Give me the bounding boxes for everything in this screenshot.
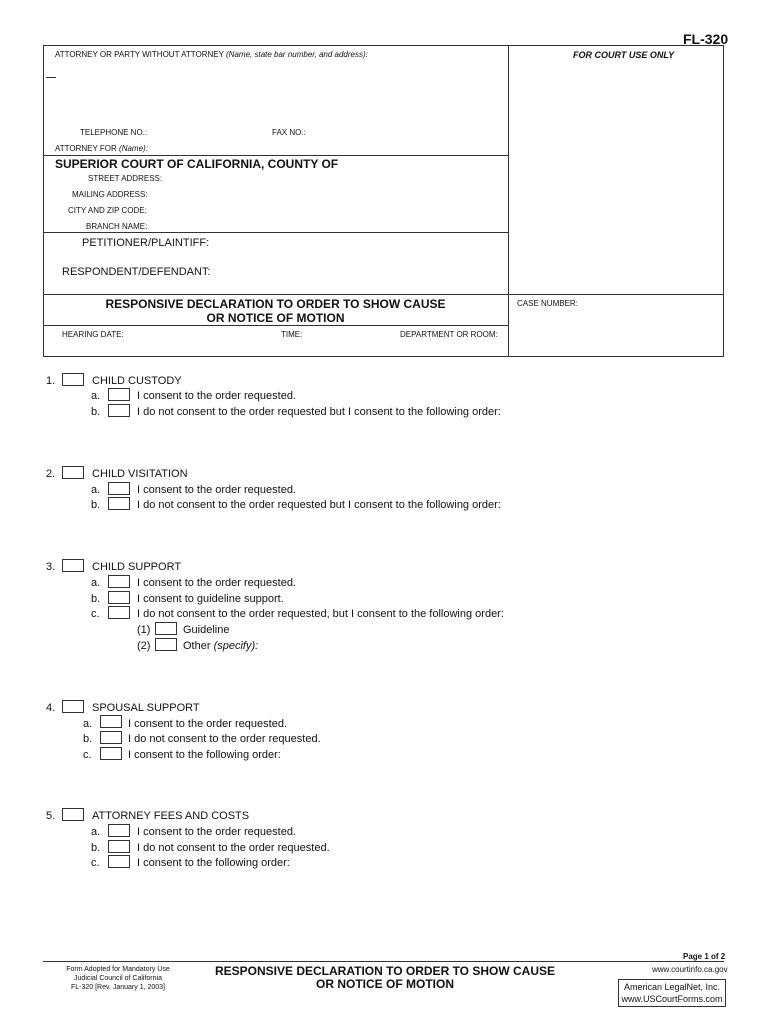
section-1-number: 1. [46, 375, 56, 387]
footer-title-line2: OR NOTICE OF MOTION [316, 977, 454, 991]
section-3c2-number: (2) [137, 640, 151, 652]
hearing-date-label: HEARING DATE: [62, 330, 124, 339]
attorney-for-field[interactable] [118, 141, 498, 154]
section-2-response-area[interactable] [92, 515, 722, 557]
section-5c-checkbox[interactable] [108, 855, 130, 868]
section-4a-text: I consent to the order requested. [128, 718, 287, 730]
section-5-response-area[interactable] [92, 873, 722, 943]
section-1b-checkbox[interactable] [108, 404, 130, 417]
section-2b-letter: b. [91, 499, 101, 511]
section-4c-text: I consent to the following order: [128, 749, 281, 761]
hearing-date-field[interactable] [125, 328, 275, 341]
section-5a-checkbox[interactable] [108, 824, 130, 837]
section-4c-checkbox[interactable] [100, 747, 122, 760]
section-3c-text: I do not consent to the order requested, but I consent to the following order: [137, 608, 504, 620]
city-zip-field[interactable] [148, 203, 498, 216]
section-3c1-checkbox[interactable] [155, 622, 177, 635]
section-3a-text: I consent to the order requested. [137, 577, 296, 589]
attorney-label: ATTORNEY OR PARTY WITHOUT ATTORNEY (Name, state bar number, and address): [55, 50, 368, 59]
section-2b-text: I do not consent to the order requested but I consent to the following order: [137, 499, 501, 511]
section-3c1-text: Guideline [183, 624, 230, 636]
section-1a-text: I consent to the order requested. [137, 390, 296, 402]
section-5c-letter: c. [91, 857, 100, 869]
form-adoption-note: Form Adopted for Mandatory Use Judicial Council of California FL-320 [Rev. January 1, 2003] [66, 966, 170, 991]
document-title-line1: RESPONSIVE DECLARATION TO ORDER TO SHOW CAUSE [105, 297, 446, 311]
petitioner-label: PETITIONER/PLAINTIFF: [82, 237, 210, 249]
section-3a-letter: a. [91, 577, 101, 589]
section-3-title: CHILD SUPPORT [92, 561, 182, 573]
street-address-label: STREET ADDRESS: [88, 174, 163, 183]
fax-label: FAX NO.: [272, 128, 306, 137]
department-label: DEPARTMENT OR ROOM: [400, 330, 498, 339]
mailing-address-field[interactable] [148, 187, 498, 200]
section-2a-letter: a. [91, 484, 101, 496]
case-number-label: CASE NUMBER: [517, 299, 578, 308]
time-field[interactable] [305, 328, 395, 341]
section-5b-letter: b. [91, 842, 101, 854]
respondent-label: RESPONDENT/DEFENDANT: [62, 266, 211, 278]
page-number: Page 1 of 2 [683, 952, 726, 961]
section-4c-letter: c. [83, 749, 92, 761]
section-1a-letter: a. [91, 390, 101, 402]
section-3b-checkbox[interactable] [108, 591, 130, 604]
section-5-checkbox[interactable] [62, 808, 84, 821]
attorney-name-field[interactable] [56, 62, 496, 122]
section-3c-checkbox[interactable] [108, 606, 130, 619]
section-5c-text: I consent to the following order: [137, 857, 290, 869]
section-2-checkbox[interactable] [62, 466, 84, 479]
branch-name-label: BRANCH NAME: [86, 222, 148, 231]
section-1-title: CHILD CUSTODY [92, 375, 182, 387]
section-2b-checkbox[interactable] [108, 497, 130, 510]
section-3-number: 3. [46, 561, 56, 573]
section-1-checkbox[interactable] [62, 373, 84, 386]
telephone-field[interactable] [148, 125, 263, 138]
publisher-website[interactable]: www.USCourtForms.com [621, 994, 723, 1004]
court-use-only-label: FOR COURT USE ONLY [573, 50, 675, 60]
section-1-response-area[interactable] [92, 422, 722, 464]
section-3-checkbox[interactable] [62, 559, 84, 572]
mailing-address-label: MAILING ADDRESS: [72, 190, 148, 199]
section-3a-checkbox[interactable] [108, 575, 130, 588]
section-3c-letter: c. [91, 608, 100, 620]
section-2-number: 2. [46, 468, 56, 480]
street-address-field[interactable] [148, 171, 498, 184]
city-zip-label: CITY AND ZIP CODE: [68, 206, 147, 215]
court-website-link[interactable]: www.courtinfo.ca.gov [652, 965, 728, 974]
section-5a-letter: a. [91, 826, 101, 838]
section-3b-text: I consent to guideline support. [137, 593, 284, 605]
section-5a-text: I consent to the order requested. [137, 826, 296, 838]
time-label: TIME: [281, 330, 303, 339]
section-5b-checkbox[interactable] [108, 840, 130, 853]
telephone-label: TELEPHONE NO.: [80, 128, 148, 137]
section-3b-letter: b. [91, 593, 101, 605]
branch-name-field[interactable] [148, 219, 498, 232]
section-3c2-text: Other (specify): [183, 640, 259, 652]
section-2a-checkbox[interactable] [108, 482, 130, 495]
publisher-box [618, 979, 726, 1007]
court-title: SUPERIOR COURT OF CALIFORNIA, COUNTY OF [55, 157, 339, 171]
publisher-name: American LegalNet, Inc. [623, 982, 721, 992]
county-field[interactable] [325, 157, 500, 171]
section-2-title: CHILD VISITATION [92, 468, 188, 480]
section-4a-letter: a. [83, 718, 93, 730]
case-number-field[interactable] [512, 310, 720, 352]
section-4b-letter: b. [83, 733, 93, 745]
attorney-field-marker [46, 77, 56, 78]
section-4-title: SPOUSAL SUPPORT [92, 702, 200, 714]
footer-title-line1: RESPONSIVE DECLARATION TO ORDER TO SHOW CAUSE [214, 964, 556, 978]
form-id: FL-320 [683, 31, 729, 47]
section-5-number: 5. [46, 810, 56, 822]
department-field[interactable] [494, 328, 506, 341]
section-1a-checkbox[interactable] [108, 388, 130, 401]
fax-field[interactable] [308, 125, 498, 138]
document-title-line2: OR NOTICE OF MOTION [206, 311, 345, 325]
section-3c1-number: (1) [137, 624, 151, 636]
section-4-checkbox[interactable] [62, 700, 84, 713]
section-4b-text: I do not consent to the order requested. [128, 733, 321, 745]
section-5-title: ATTORNEY FEES AND COSTS [92, 810, 250, 822]
attorney-for-label: ATTORNEY FOR (Name): [55, 144, 148, 153]
section-5b-text: I do not consent to the order requested. [137, 842, 330, 854]
respondent-field[interactable] [200, 264, 500, 280]
section-1b-text: I do not consent to the order requested but I consent to the following order: [137, 406, 501, 418]
section-3-response-area[interactable] [260, 638, 722, 696]
section-4b-checkbox[interactable] [100, 731, 122, 744]
petitioner-field[interactable] [200, 235, 500, 251]
section-4-number: 4. [46, 702, 56, 714]
section-3c2-checkbox[interactable] [155, 638, 177, 651]
section-4a-checkbox[interactable] [100, 715, 122, 728]
section-2a-text: I consent to the order requested. [137, 484, 296, 496]
section-4-response-area[interactable] [92, 765, 722, 805]
court-use-only-area[interactable] [512, 62, 720, 290]
section-1b-letter: b. [91, 406, 101, 418]
